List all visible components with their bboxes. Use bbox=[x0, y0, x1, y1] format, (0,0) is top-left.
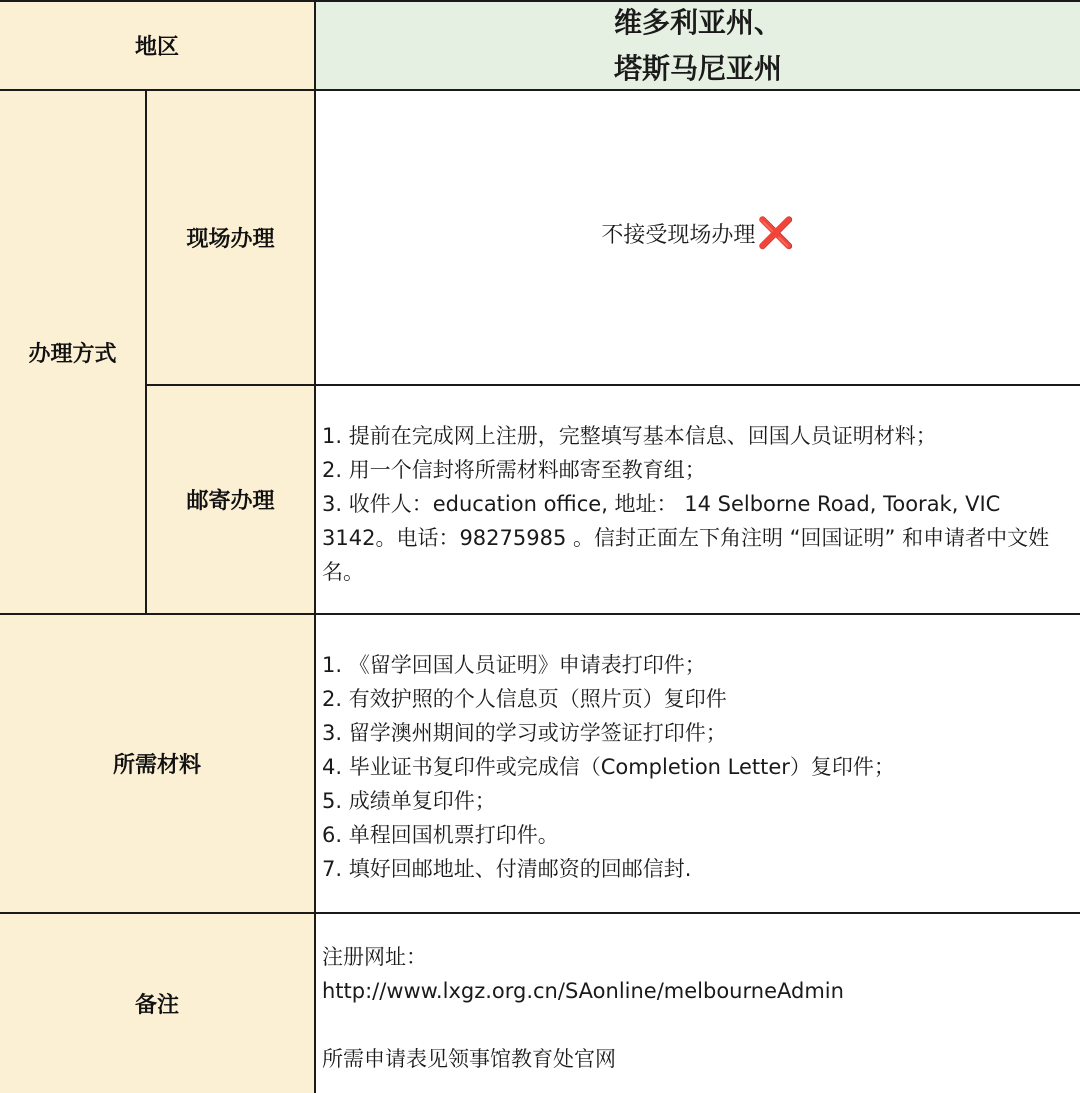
notes-spacer bbox=[322, 1008, 1074, 1042]
region-label: 地区 bbox=[134, 35, 179, 60]
mail-step: 2. 用一个信封将所需材料邮寄至教育组； bbox=[322, 458, 706, 482]
material-item: 7. 填好回邮地址、付清邮资的回邮信封. bbox=[322, 857, 692, 881]
registration-url-link[interactable]: http://www.lxgz.org.cn/SAonline/melbourneAdmin bbox=[322, 979, 844, 1003]
material-item: 2. 有效护照的个人信息页（照片页）复印件 bbox=[322, 687, 727, 711]
mail-value-cell bbox=[314, 384, 1080, 615]
notes-value-cell bbox=[314, 912, 1080, 1093]
onsite-value-cell bbox=[314, 89, 1080, 386]
materials-label-cell bbox=[0, 613, 316, 914]
materials-value-cell bbox=[314, 613, 1080, 914]
registration-url-label: 注册网址： bbox=[322, 945, 427, 969]
material-item: 4. 毕业证书复印件或完成信（Completion Letter）复印件； bbox=[322, 755, 895, 779]
mail-step: 1. 提前在完成网上注册，完整填写基本信息、回国人员证明材料； bbox=[322, 424, 937, 448]
cross-mark-icon: ❌ bbox=[757, 215, 795, 251]
region-line-1: 维多利亚州、 bbox=[613, 5, 782, 39]
material-item: 5. 成绩单复印件； bbox=[322, 789, 496, 813]
form-source-note: 所需申请表见领事馆教育处官网 bbox=[322, 1047, 616, 1071]
method-label: 办理方式 bbox=[28, 341, 117, 367]
material-item: 3. 留学澳州期间的学习或访学签证打印件； bbox=[322, 721, 727, 745]
mail-step: 3. 收件人：education office, 地址： 14 Selborne Road, Toorak, VIC 3142。电话：98275985 。信封正面左下角注明 “回国证明” 和申请者中文姓名。 bbox=[322, 492, 1050, 584]
onsite-label: 现场办理 bbox=[186, 227, 275, 252]
mail-label-cell bbox=[145, 384, 316, 615]
region-value-cell bbox=[314, 0, 1080, 91]
onsite-label-cell bbox=[145, 89, 316, 386]
notes-label: 备注 bbox=[134, 993, 179, 1018]
onsite-text: 不接受现场办理 bbox=[601, 223, 756, 248]
notes-label-cell bbox=[0, 912, 316, 1093]
material-item: 1. 《留学回国人员证明》申请表打印件； bbox=[322, 653, 706, 677]
region-line-2: 塔斯马尼亚州 bbox=[613, 51, 782, 85]
mail-steps-list bbox=[322, 419, 1074, 589]
mail-label: 邮寄办理 bbox=[186, 489, 275, 514]
materials-list bbox=[322, 648, 1074, 886]
method-label-cell bbox=[0, 89, 147, 615]
material-item: 6. 单程回国机票打印件。 bbox=[322, 823, 559, 847]
materials-label: 所需材料 bbox=[112, 753, 201, 778]
region-label-cell bbox=[0, 0, 316, 91]
